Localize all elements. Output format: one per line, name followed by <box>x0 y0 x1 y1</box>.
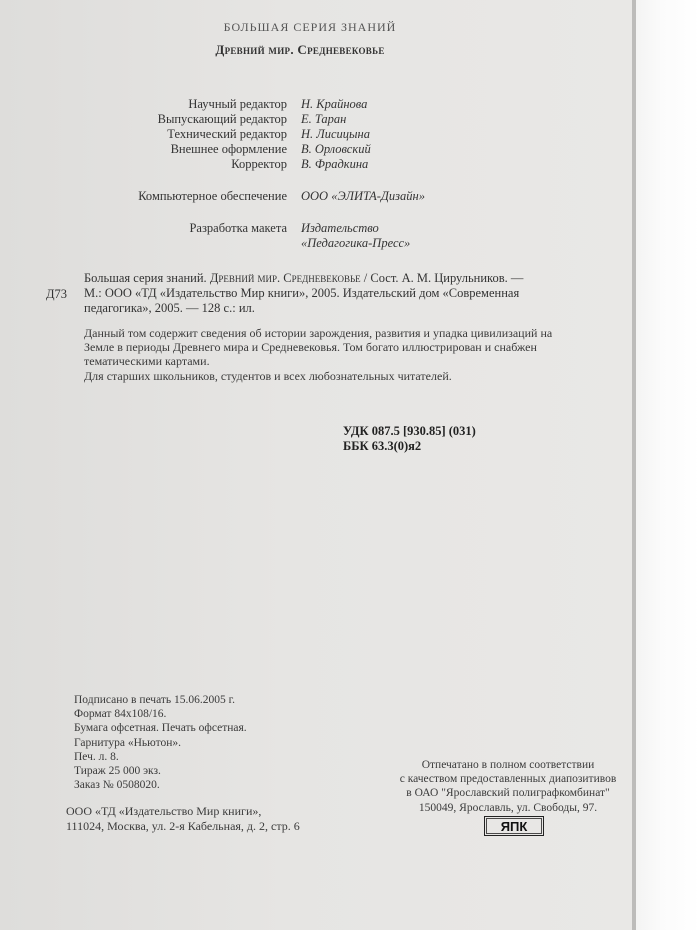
author-code: Д73 <box>46 287 68 301</box>
publisher-name: ООО «ТД «Издательство Мир книги», <box>66 804 262 818</box>
printer-line: в ОАО "Ярославский полиграфкомбинат" <box>406 787 610 800</box>
printer-line: Отпечатано в полном соответствии <box>421 759 595 771</box>
annotation <box>84 326 562 383</box>
classification-codes <box>343 424 476 454</box>
biblio-series: Большая серия знаний. <box>84 271 210 285</box>
biblio-title: Древний мир. Средневековье <box>209 271 361 285</box>
credit-name: Н. Крайнова <box>301 97 368 111</box>
bibliographic-record <box>84 271 562 316</box>
credit-role: Научный редактор <box>188 97 287 111</box>
volume-title: Древний мир. Средневековье <box>215 42 385 57</box>
printed-sheets: Печ. л. 8. <box>74 750 119 763</box>
credit-role: Технический редактор <box>167 127 287 141</box>
credit-name: Издательство <box>301 221 379 235</box>
credit-row-layout-2 <box>80 236 540 251</box>
print-details <box>74 693 247 792</box>
credit-row <box>80 97 540 112</box>
credit-row <box>80 112 540 127</box>
biblio-compiler: / Сост. А. М. Цирульников. — <box>360 271 524 285</box>
biblio-line-2: М.: ООО «ТД «Издательство Мир книги», 2005. Издательский дом «Современная <box>84 286 520 300</box>
annotation-audience: Для старших школьников, студентов и всех любознательных читателей. <box>84 369 452 383</box>
credit-row <box>80 127 540 142</box>
format: Формат 84х108/16. <box>74 708 167 721</box>
credit-name: В. Фрадкина <box>301 157 369 171</box>
credit-role: Внешнее оформление <box>170 142 287 156</box>
order-number: Заказ № 0508020. <box>74 779 160 792</box>
credit-name: ООО «ЭЛИТА-Дизайн» <box>301 189 425 203</box>
printer-logo-icon <box>484 816 544 836</box>
publisher-address: 111024, Москва, ул. 2-я Кабельная, д. 2, стр. 6 <box>66 818 300 833</box>
biblio-line-1 <box>84 271 562 286</box>
credit-role: Компьютерное обеспечение <box>138 189 287 203</box>
credit-row-computer <box>80 189 540 204</box>
publisher-info <box>66 804 300 833</box>
paper: Бумага офсетная. Печать офсетная. <box>74 722 247 735</box>
credit-role: Разработка макета <box>189 221 287 235</box>
print-run: Тираж 25 000 экз. <box>74 765 161 778</box>
udk-code: УДК 087.5 [930.85] (031) <box>343 424 476 438</box>
credit-name: «Педагогика-Пресс» <box>301 236 411 250</box>
credit-row-layout <box>80 221 540 236</box>
printer-line: 150049, Ярославль, ул. Свободы, 97. <box>418 801 598 814</box>
typeface: Гарнитура «Ньютон». <box>74 736 182 749</box>
credits-block <box>80 97 540 251</box>
credit-row <box>80 142 540 157</box>
printer-info <box>380 758 636 815</box>
biblio-line-3: педагогика», 2005. — 128 с.: ил. <box>84 301 255 315</box>
credit-name: В. Орловский <box>301 142 371 156</box>
printer-line: с качеством предоставленных диапозитивов <box>399 773 617 786</box>
annotation-paragraph: Данный том содержит сведения об истории зарождения, развития и упадка цивилизаций на Земле в периоды Древнего мира и Средневековья. Том богато иллюстрирован и снабжен тематическими картами. <box>84 326 553 368</box>
series-title: БОЛЬШАЯ СЕРИЯ ЗНАНИЙ <box>223 20 397 34</box>
printer-logo-text: ЯПК <box>500 819 528 834</box>
credit-row <box>80 157 540 172</box>
credit-role: Выпускающий редактор <box>157 112 287 126</box>
credit-name: Н. Лисицына <box>301 127 370 141</box>
credit-role: Корректор <box>231 157 287 171</box>
background-surface <box>636 0 700 930</box>
bbk-code: ББК 63.3(0)я2 <box>343 439 422 453</box>
signed-date: Подписано в печать 15.06.2005 г. <box>74 694 235 706</box>
credit-name: Е. Таран <box>301 112 347 126</box>
